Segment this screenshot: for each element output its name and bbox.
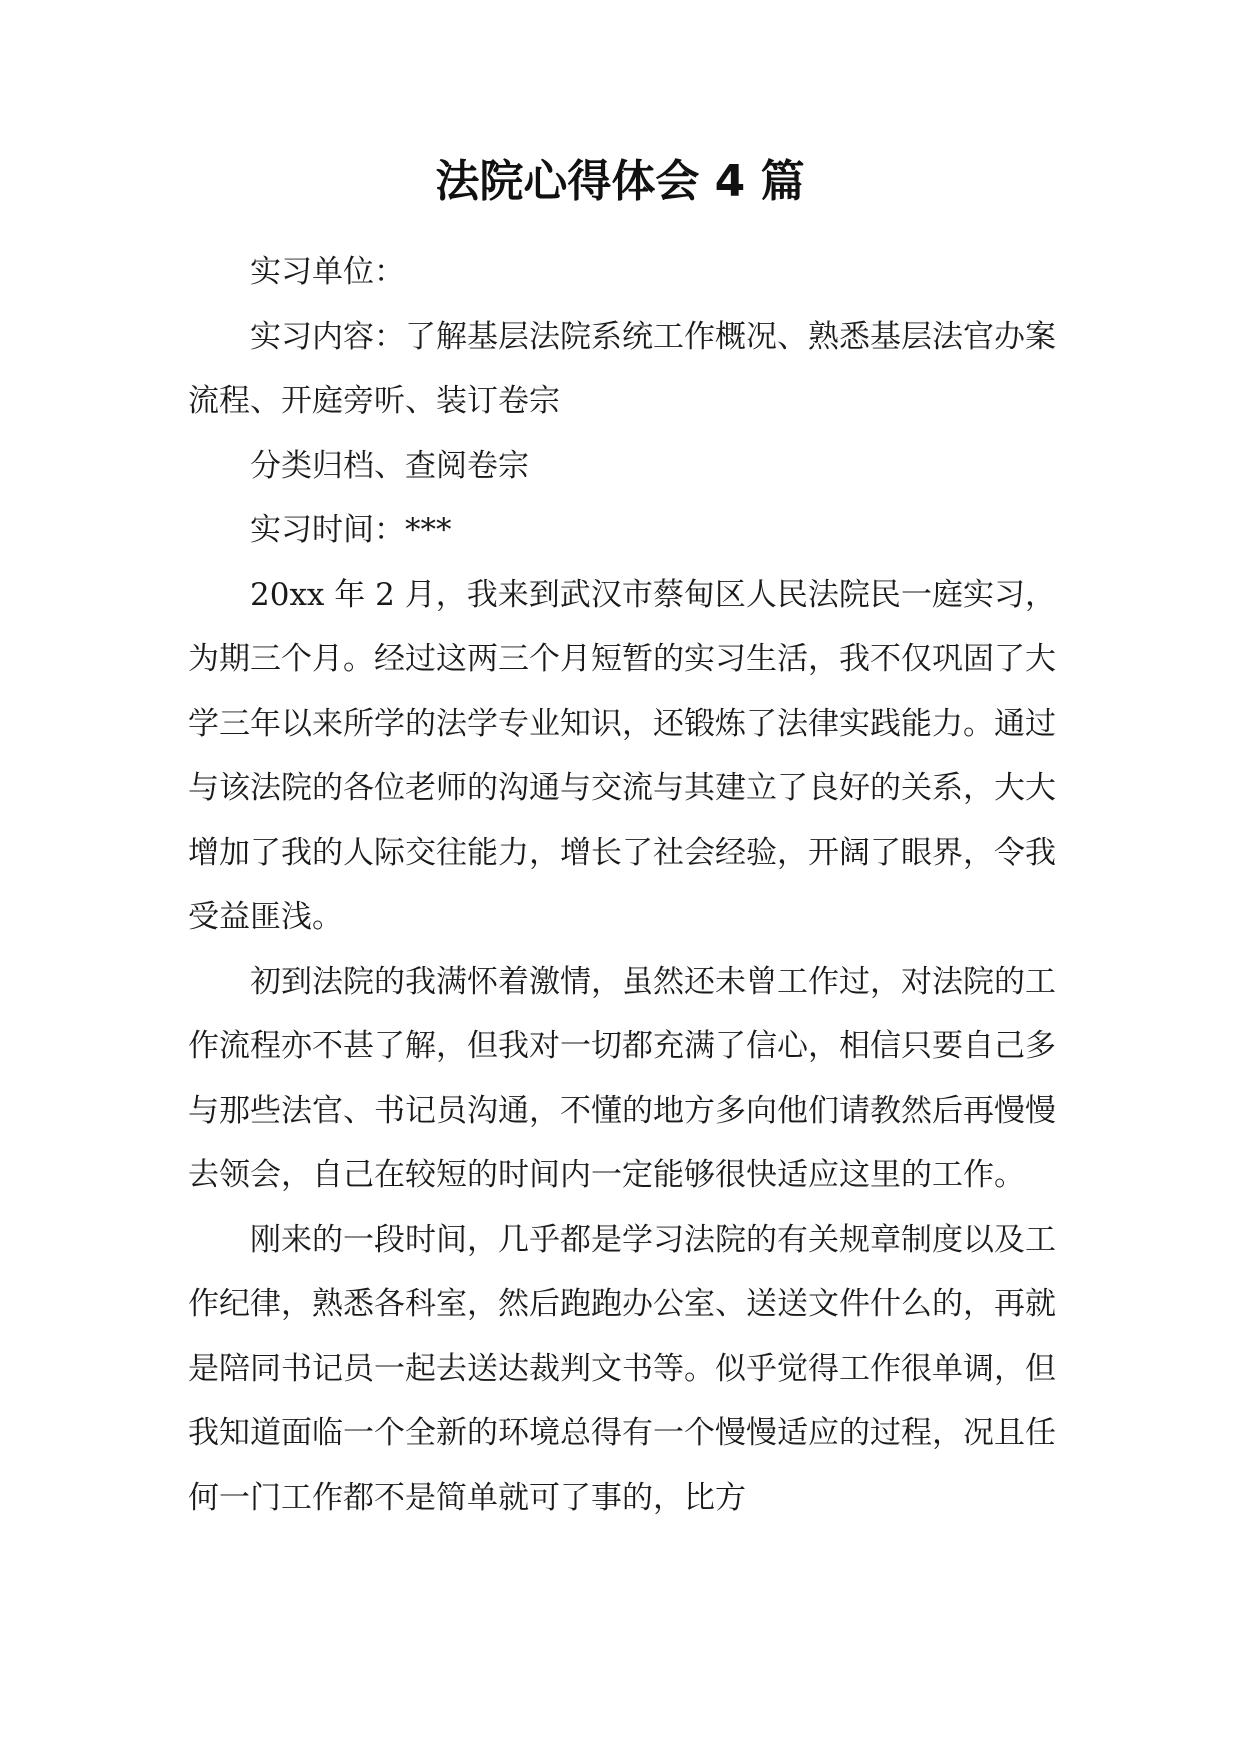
- document-body: [188, 240, 1056, 1530]
- paragraph-intro: 20xx 年 2 月，我来到武汉市蔡甸区人民法院民一庭实习，为期三个月。经过这两三个月短暂的实习生活，我不仅巩固了大学三年以来所学的法学专业知识，还锻炼了法律实践能力。通过与该法院的各位老师的沟通与交流与其建立了良好的关系，大大增加了我的人际交往能力，增长了社会经验，开阔了眼界，令我受益匪浅。: [188, 576, 1056, 935]
- paragraph-classification: 分类归档、查阅卷宗: [250, 447, 529, 484]
- paragraph-first-arrival: 初到法院的我满怀着激情，虽然还未曾工作过，对法院的工作流程亦不甚了解，但我对一切都充满了信心，相信只要自己多与那些法官、书记员沟通，不懂的地方多向他们请教然后再慢慢去领会，自己在较短的时间内一定能够很快适应这里的工作。: [188, 963, 1056, 1193]
- paragraph-internship-unit: 实习单位：: [250, 254, 405, 290]
- paragraph-early-period: 刚来的一段时间，几乎都是学习法院的有关规章制度以及工作纪律，熟悉各科室，然后跑跑办公室、送送文件什么的，再就是陪同书记员一起去送达裁判文书等。似乎觉得工作很单调，但我知道面临一个全新的环境总得有一个慢慢适应的过程，况且任何一门工作都不是简单就可了事的，比方: [188, 1221, 1056, 1516]
- document-title: 法院心得体会 4 篇: [435, 156, 805, 207]
- paragraph-internship-time: 实习时间：***: [250, 512, 452, 548]
- paragraph-internship-content: 实习内容：了解基层法院系统工作概况、熟悉基层法官办案流程、开庭旁听、装订卷宗: [188, 318, 1056, 419]
